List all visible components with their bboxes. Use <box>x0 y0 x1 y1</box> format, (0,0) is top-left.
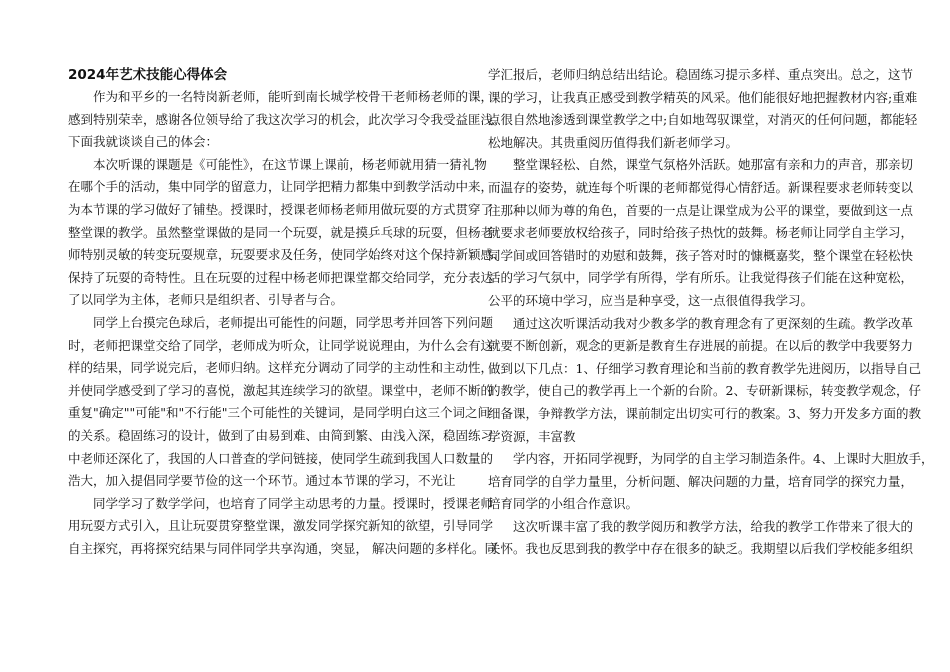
text-line: 的教学，使自己的教学再上一个新的台阶。2、专研新课标，转变教学观念，仔 <box>488 383 921 399</box>
text-line: 而温存的姿势，就连每个听课的老师都觉得心情舒适。新课程要求老师转变以 <box>488 179 914 195</box>
text-line: 培育同学的自学力量里，分析问题、解决问题的力量，培育同学的探究力量， <box>488 473 914 489</box>
right-column-body <box>488 64 934 561</box>
text-line: 整堂课轻松、自然，课堂气氛格外活跃。她那富有亲和力的声音，那亲切 <box>513 157 914 173</box>
text-line: 课的学习，让我真正感受到教学精英的风采。他们能很好地把握教材内容;重难 <box>488 89 918 105</box>
text-line: 往那种以师为尊的角色，首要的一点是让课堂成为公平的课堂，要做到这一点 <box>488 202 914 218</box>
text-line: 培育同学的小组合作意识。 <box>488 496 639 512</box>
left-column-body <box>68 86 506 560</box>
text-line: 自主探究，再将探究结果与同伴同学共享沟通，突显， 解决问题的多样化。同 <box>68 540 497 556</box>
text-line: 做到以下几点：1、仔细学习教育理论和当前的教育教学先进阅历，以指导自己 <box>488 360 921 376</box>
text-line: 下面我就谈谈自己的体会： <box>68 134 219 150</box>
text-line: 重复"确定""可能"和"不行能"三个可能性的关键词，是同学明白这三个词之间 <box>68 405 490 421</box>
text-line: 中老师还深化了，我国的人口普查的学问链接，使同学生疏到我国人口数量的 <box>68 450 494 466</box>
text-line: 活的学习气氛中，同学学有所得，学有所乐。让我觉得孩子们能在这种宽松， <box>488 270 914 286</box>
document-title: 2024年艺术技能心得体会 <box>68 67 228 83</box>
text-line: 在哪个手的活动，集中同学的留意力，让同学把精力都集中到教学活动中来， <box>68 179 494 195</box>
text-line: 学汇报后，老师归纳总结出结论。稳固练习提示多样、重点突出。总之，这节 <box>488 67 914 82</box>
text-line: 通过这次听课活动我对少教多学的教育理念有了更深刻的生疏。教学改革 <box>513 315 914 331</box>
text-line: 浩大，加入提倡同学要节俭的这一个环节。通过本节课的学习，不光让 <box>68 473 456 489</box>
text-line: 同学间或回答错时的劝慰和鼓舞，孩子答对时的慷概嘉奖，整个课堂在轻松快 <box>488 247 914 263</box>
text-line: 用玩耍方式引入，且让玩耍贯穿整堂课，激发同学探究新知的欲望，引导同学 <box>68 518 494 534</box>
text-line: 学内容，开拓同学视野，为同学的自主学习制造条件。4、上课时大胆放手， <box>513 451 934 467</box>
text-line: 本次听课的课题是《可能性》，在这节课上课前，杨老师就用猜一猜礼物 <box>93 156 487 172</box>
text-line: 为本节课的学习做好了铺垫。授课时，授课老师杨老师用做玩耍的方式贯穿了 <box>68 201 494 217</box>
text-line: 了以同学为主体，老师只是组织者、引导者与合。 <box>68 292 344 308</box>
text-line: 学资源，丰富教 <box>488 428 576 444</box>
text-line: 公平的环境中学习，应当是种享受，这一点很值得我学习。 <box>488 292 814 308</box>
text-line: 同学学习了数学学问，也培育了同学主动思考的力量。授课时，授课老师 <box>93 495 494 511</box>
text-line: 师特别灵敏的转变玩耍规章，玩耍要求及任务，使同学始终对这个保持新颖感、 <box>68 247 506 263</box>
left-column <box>68 64 506 560</box>
text-line: 保持了玩耍的奇特性。且在玩耍的过程中杨老师把课堂都交给同学，充分表达 <box>68 269 494 285</box>
text-line: 点很自然地渗透到课堂教学之中;自如地驾驭课堂，对消灭的任何问题，都能轻 <box>488 112 918 128</box>
text-line: 感到特别荣幸，感谢各位领导给了我这次学习的机会，此次学习令我受益匪浅。 <box>68 111 506 127</box>
text-line: 作为和平乡的一名特岗新老师，能听到南长城学校骨干老师杨老师的课， <box>93 89 494 104</box>
text-line: 关怀。我也反思到我的教学中存在很多的缺乏。我期望以后我们学校能多组织 <box>488 541 914 557</box>
text-line: 就要不断创新，观念的更新是教育生存进展的前提。在以后的教学中我要努力 <box>488 338 914 354</box>
text-line: 样的结果，同学说完后，老师归纳。这样充分调动了同学的主动性和主动性， <box>68 360 494 376</box>
text-line: 细备课，争辩教学方法，课前制定出切实可行的教案。3、努力开发多方面的教 <box>488 405 921 421</box>
text-line: 整堂课的教学。虽然整堂课做的是同一个玩耍，就是摸乒乓球的玩耍，但杨老 <box>68 224 494 240</box>
text-line: 这次听课丰富了我的教学阅历和教学方法，给我的教学工作带来了很大的 <box>513 518 914 534</box>
right-column <box>488 64 934 561</box>
text-line: 就要求老师要放权给孩子，同时给孩子热忱的鼓舞。杨老师让同学自主学习， <box>488 225 914 241</box>
text-line: 的关系。稳固练习的设计，做到了由易到难、由简到繁、由浅入深，稳固练习 <box>68 427 494 443</box>
text-line: 同学上台摸完色球后，老师提出可能性的问题，同学思考并回答下列问题 <box>93 314 494 330</box>
text-line: 松地解决。其贵重阅历值得我们新老师学习。 <box>488 134 739 150</box>
text-line: 并使同学感受到了学习的喜悦，激起其连续学习的欲望。课堂中，老师不断的 <box>68 382 494 398</box>
text-line: 时，老师把课堂交给了同学，老师成为听众，让同学说说理由，为什么会有这 <box>68 337 494 353</box>
